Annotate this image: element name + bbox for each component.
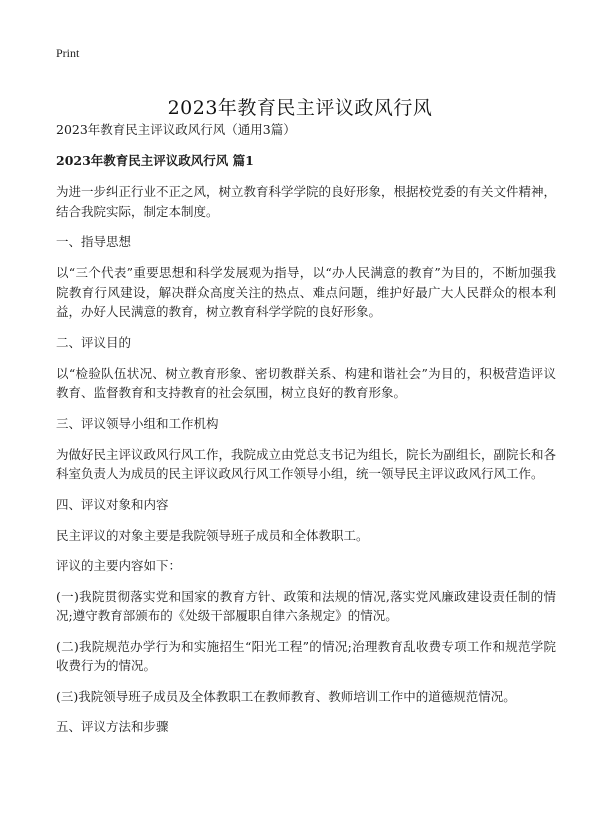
section-heading-methods-steps: 五、评议方法和步骤	[56, 719, 169, 734]
content-item-3: (三)我院领导班子成员及全体教职工在教师教育、教师培训工作中的道德规范情况。	[56, 688, 516, 704]
intro-paragraph: 为进一步纠正行业不正之风，树立教育科学学院的良好形象，根据校党委的有关文件精神，结合我院实际，制定本制度。	[56, 184, 557, 219]
leadership-group-paragraph: 为做好民主评议政风行风工作，我院成立由党总支书记为组长，院长为副组长，副院长和各科室负责人为成员的民主评议政风行风工作领导小组，统一领导民主评议政风行风工作。	[56, 446, 557, 481]
purpose-paragraph: 以“检验队伍状况、树立教育形象、密切教群关系、构建和谐社会”为目的，积极营造评议教育、监督教育和支持教育的社会氛围，树立良好的教育形象。	[56, 365, 556, 400]
content-item-2: (二)我院规范办学行为和实施招生“阳光工程”的情况;治理教育乱收费专项工作和规范学院收费行为的情况。	[56, 638, 556, 673]
document-subtitle: 2023年教育民主评议政风行风（通用3篇）	[56, 122, 296, 137]
content-intro-paragraph: 评议的主要内容如下：	[56, 558, 182, 573]
content-item-1: (一)我院贯彻落实党和国家的教育方针、政策和法规的情况,落实党风廉政建设责任制的情况;遵守教育部颁布的《处级干部履职自律六条规定》的情况。	[56, 588, 556, 623]
print-link[interactable]: Print	[56, 46, 80, 60]
document-body	[56, 120, 556, 748]
page-title: 2023年教育民主评议政风行风	[167, 96, 433, 119]
section-heading-guiding-ideology: 一、指导思想	[56, 234, 132, 249]
guiding-ideology-paragraph: 以“三个代表”重要思想和科学发展观为指导，以“办人民满意的教育”为目的，不断加强我院教育行风建设，解决群众高度关注的热点、难点问题，维护好最广大人民群众的根本利益，办好人民满意的教育，树立教育科学学院的良好形象。	[56, 265, 556, 319]
section-heading-leadership-group: 三、评议领导小组和工作机构	[56, 415, 219, 431]
article-heading: 2023年教育民主评议政风行风 篇1	[56, 153, 254, 168]
targets-paragraph: 民主评议的对象主要是我院领导班子成员和全体教职工。	[56, 527, 369, 543]
section-heading-purpose: 二、评议目的	[56, 334, 132, 350]
section-heading-targets-content: 四、评议对象和内容	[56, 496, 169, 512]
